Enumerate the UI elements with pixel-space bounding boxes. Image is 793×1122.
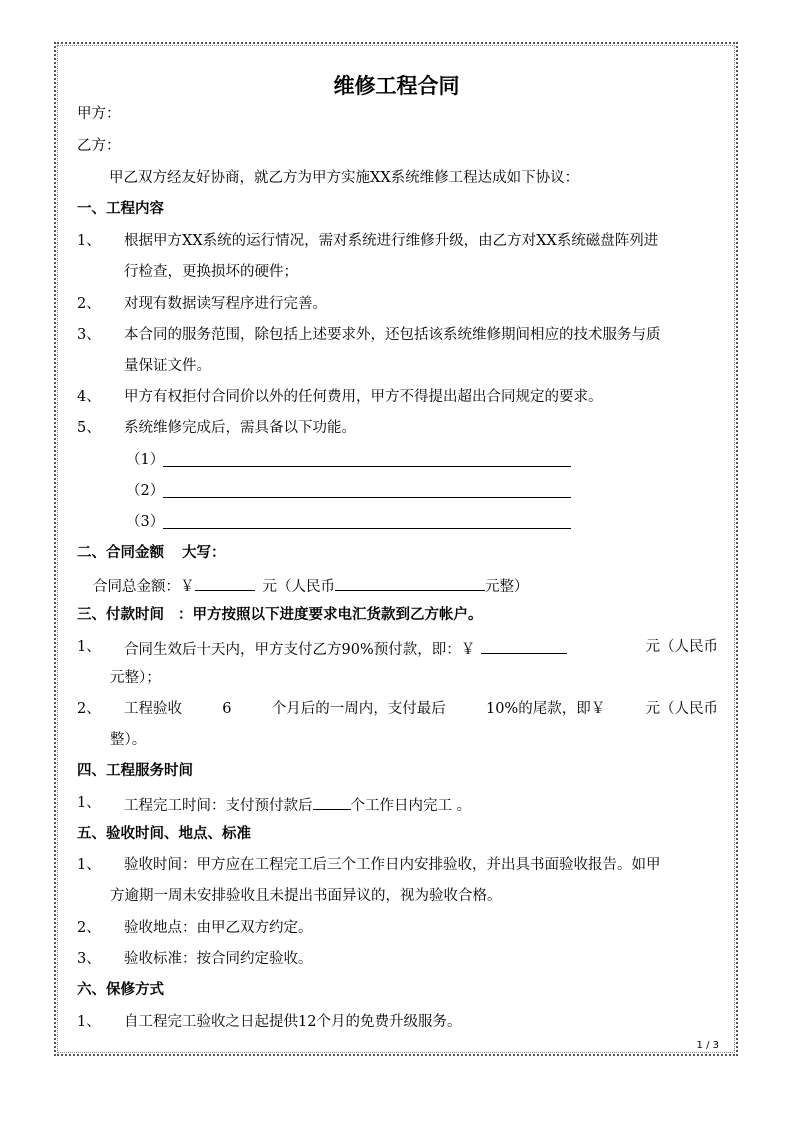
payment-item-1-prefix: 合同生效后十天内，甲方支付乙方90%预付款，即：￥: [124, 642, 476, 658]
list-item-text: 验收地点：由甲乙双方约定。: [124, 920, 313, 936]
payment-item-1: [124, 637, 718, 660]
payment-item-1-text: [124, 637, 567, 660]
list-item-text-cont: 整）。: [110, 732, 147, 748]
list-item-number: 1、: [77, 795, 101, 811]
list-item-text: 本合同的服务范围，除包括上述要求外，还包括该系统维修期间相应的技术服务与质: [124, 327, 661, 343]
payment-word: 个月后的一周内，支付最后: [271, 701, 446, 717]
list-item-text: 验收时间：甲方应在工程完工后三个工作日内安排验收，并出具书面验收报告。如甲: [124, 857, 661, 873]
payment-word: 6: [222, 701, 232, 717]
completion-time-line: [124, 793, 471, 816]
section-2-suffix: 大写：: [182, 545, 226, 561]
list-item-number: 1、: [77, 857, 101, 873]
payment-item-1-suffix: 元（人民币: [645, 639, 718, 655]
list-item-text-cont: 元整）；: [110, 670, 161, 686]
list-item-text-cont: 行检查，更换损坏的硬件；: [124, 264, 298, 280]
fill-in-blank-1[interactable]: [163, 466, 571, 467]
list-item-text: 根据甲方XX系统的运行情况，需对系统进行维修升级，由乙方对XX系统磁盘阵列进: [124, 233, 659, 249]
blank-label-1: （1）: [126, 452, 165, 468]
total-amount-mid: 元（人民币: [262, 579, 335, 595]
list-item-number: 3、: [77, 951, 101, 967]
section-4-heading: 四、工程服务时间: [77, 763, 193, 779]
party-b-label: 乙方：: [77, 138, 121, 154]
section-2-heading: [77, 543, 226, 563]
party-a-label: 甲方：: [77, 106, 121, 122]
fill-in-blank-2[interactable]: [163, 497, 571, 498]
section-3-suffix: ：甲方按照以下进度要求电汇货款到乙方帐户。: [178, 607, 483, 623]
list-item-text: 甲方有权拒付合同价以外的任何费用，甲方不得提出超出合同规定的要求。: [124, 389, 603, 405]
workdays-blank[interactable]: [313, 793, 351, 810]
list-item-text: 验收标准：按合同约定验收。: [124, 951, 313, 967]
list-item-number: 2、: [77, 920, 101, 936]
list-item-number: 1、: [77, 233, 101, 249]
list-item-text-cont: 方逾期一周未安排验收且未提出书面异议的，视为验收合格。: [110, 888, 502, 904]
section-1-heading: 一、工程内容: [77, 201, 164, 217]
payment-word: 工程验收: [124, 701, 182, 717]
list-item-number: 2、: [77, 701, 101, 717]
section-3-heading: [77, 605, 483, 625]
section-5-heading: 五、验收时间、地点、标准: [77, 826, 251, 842]
fill-in-blank-3[interactable]: [163, 528, 571, 529]
list-item-number: 2、: [77, 296, 101, 312]
intro-paragraph: 甲乙双方经友好协商，就乙方为甲方实施XX系统维修工程达成如下协议：: [109, 170, 580, 186]
total-amount-line: [93, 574, 529, 597]
list-item-text: 对现有数据读写程序进行完善。: [124, 296, 327, 312]
amount-words-blank[interactable]: [335, 574, 485, 591]
document-title: 维修工程合同: [333, 73, 460, 98]
payment-item-2: [124, 699, 718, 719]
blank-label-2: （2）: [126, 483, 165, 499]
list-item-number: 1、: [77, 1014, 101, 1030]
completion-time-suffix: 个工作日内完工 。: [350, 798, 472, 814]
list-item-number: 5、: [77, 420, 101, 436]
payment-word: 10%的尾款，即￥: [485, 701, 606, 717]
section-2-title: 二、合同金额: [77, 545, 164, 561]
total-amount-prefix: 合同总金额：￥: [93, 579, 195, 595]
section-6-heading: 六、保修方式: [77, 982, 164, 998]
list-item-number: 1、: [77, 639, 101, 655]
amount-blank[interactable]: [195, 574, 255, 591]
completion-time-prefix: 工程完工时间：支付预付款后: [124, 798, 313, 814]
list-item-text-cont: 量保证文件。: [124, 358, 211, 374]
blank-label-3: （3）: [126, 514, 165, 530]
payment-word: 元（人民币: [645, 701, 718, 717]
total-amount-suffix: 元整）: [485, 579, 529, 595]
advance-amount-blank[interactable]: [481, 637, 567, 654]
list-item-text: 自工程完工验收之日起提供12个月的免费升级服务。: [124, 1014, 462, 1030]
list-item-number: 4、: [77, 389, 101, 405]
section-3-title: 三、付款时间: [77, 607, 164, 623]
page-number: 1 / 3: [696, 1040, 719, 1051]
list-item-number: 3、: [77, 327, 101, 343]
list-item-text: 系统维修完成后，需具备以下功能。: [124, 420, 356, 436]
